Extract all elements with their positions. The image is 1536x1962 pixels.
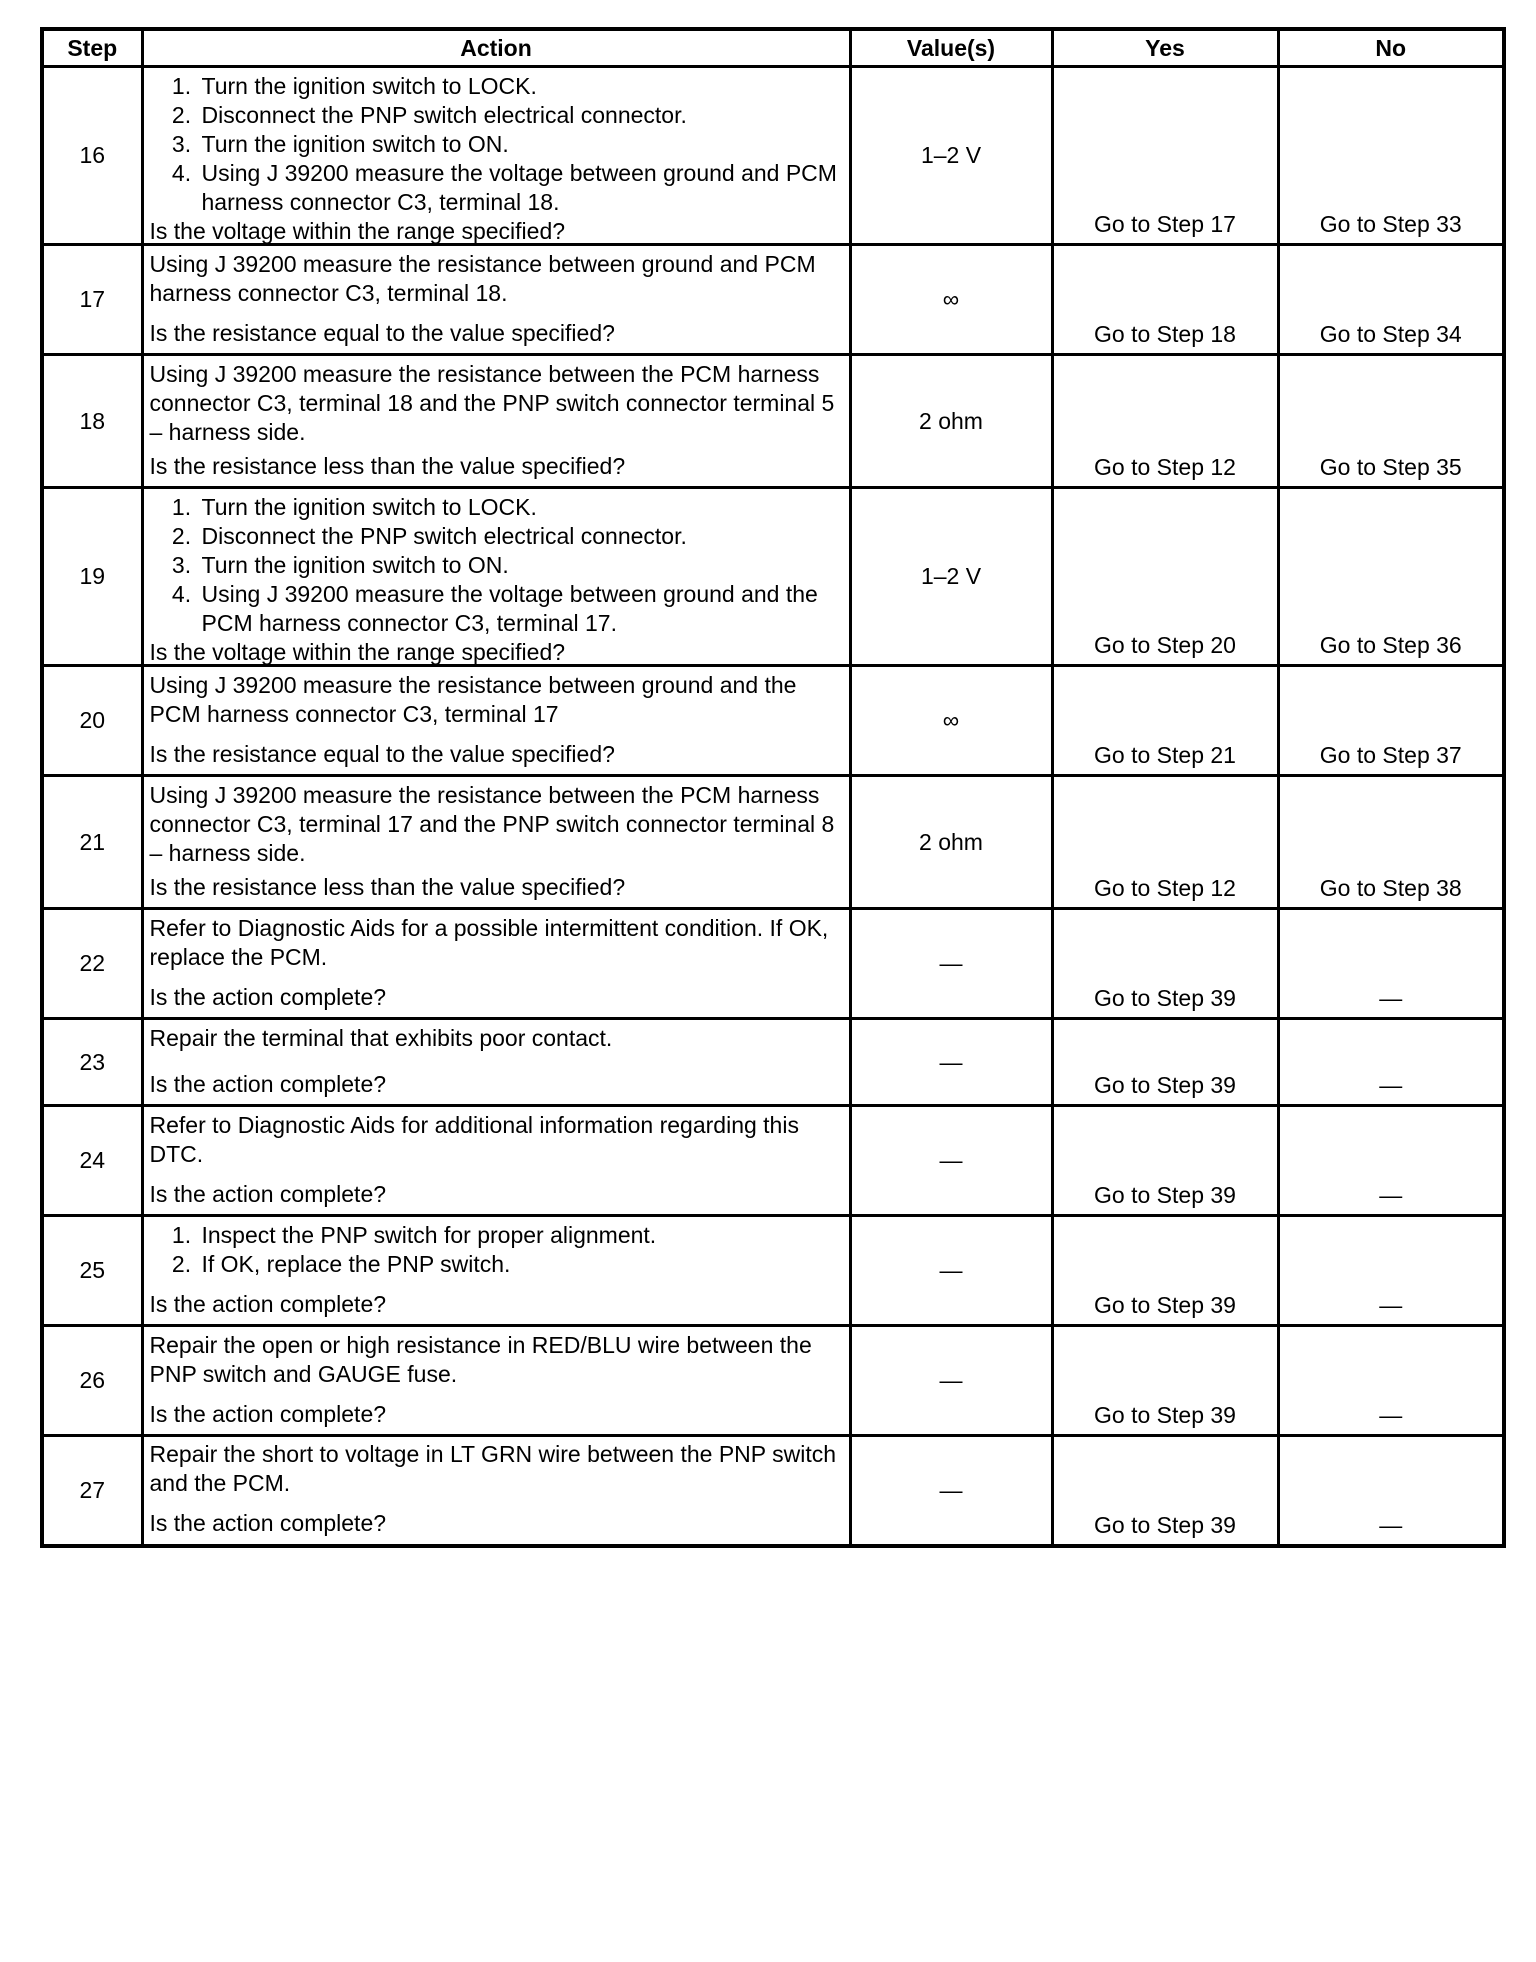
no-cell: Go to Step 34	[1278, 245, 1504, 355]
yes-cell: Go to Step 12	[1052, 776, 1278, 909]
action-cell	[142, 1436, 850, 1546]
action-question: Is the action complete?	[149, 983, 387, 1010]
no-cell: —	[1278, 909, 1504, 1019]
step-number: 26	[42, 1326, 142, 1436]
yes-cell: Go to Step 12	[1052, 355, 1278, 488]
action-step-item: 2. Disconnect the PNP switch electrical connector.	[198, 522, 843, 551]
yes-cell: Go to Step 21	[1052, 666, 1278, 776]
action-instructions	[150, 1024, 843, 1053]
step-number: 23	[42, 1019, 142, 1106]
action-step-item: 2. Disconnect the PNP switch electrical connector.	[198, 101, 843, 130]
action-question: Is the action complete?	[149, 1510, 387, 1537]
no-cell: —	[1278, 1019, 1504, 1106]
step-number: 22	[42, 909, 142, 1019]
action-step-item: 1. Inspect the PNP switch for proper alignment.	[198, 1221, 843, 1250]
action-instructions	[150, 1440, 843, 1498]
action-step-item: 1. Turn the ignition switch to LOCK.	[198, 72, 843, 101]
action-cell	[142, 1106, 850, 1216]
yes-cell: Go to Step 39	[1052, 1106, 1278, 1216]
header-yes: Yes	[1052, 29, 1278, 67]
action-cell	[142, 245, 850, 355]
value-cell: ∞	[850, 666, 1052, 776]
action-cell	[142, 776, 850, 909]
action-question: Is the resistance less than the value specified?	[149, 873, 626, 900]
action-text: Using J 39200 measure the resistance between the PCM harness connector C3, terminal 17 and the PNP switch connector terminal 8 – harness side.	[149, 781, 835, 866]
action-step-item: 1. Turn the ignition switch to LOCK.	[198, 493, 843, 522]
table-row	[42, 1436, 1504, 1546]
no-cell: Go to Step 33	[1278, 67, 1504, 245]
action-question: Is the voltage within the range specified?	[149, 217, 566, 244]
action-text: Repair the short to voltage in LT GRN wire between the PNP switch and the PCM.	[149, 1441, 836, 1497]
value-cell: —	[850, 1216, 1052, 1326]
table-row	[42, 1106, 1504, 1216]
action-text: Using J 39200 measure the resistance between the PCM harness connector C3, terminal 18 and the PNP switch connector terminal 5 – harness side.	[149, 360, 835, 445]
step-number: 20	[42, 666, 142, 776]
action-question: Is the action complete?	[149, 1180, 387, 1207]
value-cell: 1–2 V	[850, 488, 1052, 666]
action-question: Is the resistance less than the value specified?	[149, 452, 626, 479]
action-cell	[142, 1019, 850, 1106]
action-text: Repair the terminal that exhibits poor contact.	[149, 1024, 613, 1051]
value-cell: —	[850, 1436, 1052, 1546]
action-steps-list	[150, 493, 843, 638]
action-instructions	[150, 250, 843, 308]
action-text: Using J 39200 measure the resistance between ground and PCM harness connector C3, terminal 18.	[149, 250, 816, 306]
action-text: Refer to Diagnostic Aids for additional information regarding this DTC.	[149, 1111, 799, 1167]
yes-cell: Go to Step 20	[1052, 488, 1278, 666]
table-row	[42, 1326, 1504, 1436]
step-number: 17	[42, 245, 142, 355]
action-question: Is the resistance equal to the value specified?	[149, 740, 615, 767]
action-step-item: 3. Turn the ignition switch to ON.	[198, 130, 843, 159]
action-cell	[142, 909, 850, 1019]
step-number: 27	[42, 1436, 142, 1546]
action-instructions	[150, 360, 843, 447]
action-cell	[142, 666, 850, 776]
yes-cell: Go to Step 18	[1052, 245, 1278, 355]
step-number: 16	[42, 67, 142, 245]
value-cell: ∞	[850, 245, 1052, 355]
action-question: Is the action complete?	[149, 1290, 387, 1317]
action-question: Is the resistance equal to the value specified?	[149, 319, 615, 346]
action-question: Is the action complete?	[149, 1070, 387, 1097]
table-row	[42, 1019, 1504, 1106]
action-cell	[142, 1216, 850, 1326]
no-cell: Go to Step 35	[1278, 355, 1504, 488]
step-number: 24	[42, 1106, 142, 1216]
action-instructions	[150, 1111, 843, 1169]
action-cell	[142, 488, 850, 666]
no-cell: Go to Step 37	[1278, 666, 1504, 776]
yes-cell: Go to Step 39	[1052, 1436, 1278, 1546]
action-question: Is the voltage within the range specified?	[149, 638, 566, 665]
yes-cell: Go to Step 39	[1052, 1326, 1278, 1436]
header-step: Step	[42, 29, 142, 67]
action-question: Is the action complete?	[149, 1400, 387, 1427]
table-row	[42, 355, 1504, 488]
action-step-item: 3. Turn the ignition switch to ON.	[198, 551, 843, 580]
action-cell	[142, 1326, 850, 1436]
action-steps-list	[150, 72, 843, 217]
action-instructions	[150, 1221, 843, 1279]
action-cell	[142, 67, 850, 245]
table-row	[42, 245, 1504, 355]
value-cell: 1–2 V	[850, 67, 1052, 245]
action-step-item: 2. If OK, replace the PNP switch.	[198, 1250, 843, 1279]
value-cell: —	[850, 909, 1052, 1019]
table-body	[42, 67, 1504, 1546]
value-cell: —	[850, 1106, 1052, 1216]
table-row	[42, 67, 1504, 245]
header-no: No	[1278, 29, 1504, 67]
yes-cell: Go to Step 39	[1052, 1216, 1278, 1326]
table-row	[42, 666, 1504, 776]
action-text: Repair the open or high resistance in RED/BLU wire between the PNP switch and GAUGE fuse.	[149, 1331, 812, 1387]
yes-cell: Go to Step 17	[1052, 67, 1278, 245]
yes-cell: Go to Step 39	[1052, 909, 1278, 1019]
no-cell: —	[1278, 1216, 1504, 1326]
no-cell: —	[1278, 1106, 1504, 1216]
action-text: Refer to Diagnostic Aids for a possible intermittent condition. If OK, replace the PCM.	[149, 914, 829, 970]
step-number: 18	[42, 355, 142, 488]
no-cell: Go to Step 36	[1278, 488, 1504, 666]
action-instructions	[150, 914, 843, 972]
header-row	[42, 29, 1504, 67]
action-steps-list	[150, 1221, 843, 1279]
step-number: 19	[42, 488, 142, 666]
table-row	[42, 488, 1504, 666]
table-row	[42, 909, 1504, 1019]
yes-cell: Go to Step 39	[1052, 1019, 1278, 1106]
header-values: Value(s)	[850, 29, 1052, 67]
action-instructions	[150, 72, 843, 217]
value-cell: 2 ohm	[850, 355, 1052, 488]
value-cell: —	[850, 1326, 1052, 1436]
action-instructions	[150, 781, 843, 868]
value-cell: 2 ohm	[850, 776, 1052, 909]
action-instructions	[150, 671, 843, 729]
step-number: 25	[42, 1216, 142, 1326]
action-text: Using J 39200 measure the resistance between ground and the PCM harness connector C3, terminal 17	[149, 671, 797, 727]
action-step-item: 4. Using J 39200 measure the voltage between ground and the PCM harness connector C3, terminal 17.	[198, 580, 843, 638]
action-step-item: 4. Using J 39200 measure the voltage between ground and PCM harness connector C3, terminal 18.	[198, 159, 843, 217]
action-instructions	[150, 1331, 843, 1389]
diagnostic-table	[40, 27, 1506, 1548]
no-cell: —	[1278, 1436, 1504, 1546]
header-action: Action	[142, 29, 850, 67]
table-row	[42, 776, 1504, 909]
no-cell: —	[1278, 1326, 1504, 1436]
value-cell: —	[850, 1019, 1052, 1106]
table-row	[42, 1216, 1504, 1326]
no-cell: Go to Step 38	[1278, 776, 1504, 909]
action-cell	[142, 355, 850, 488]
step-number: 21	[42, 776, 142, 909]
action-instructions	[150, 493, 843, 638]
